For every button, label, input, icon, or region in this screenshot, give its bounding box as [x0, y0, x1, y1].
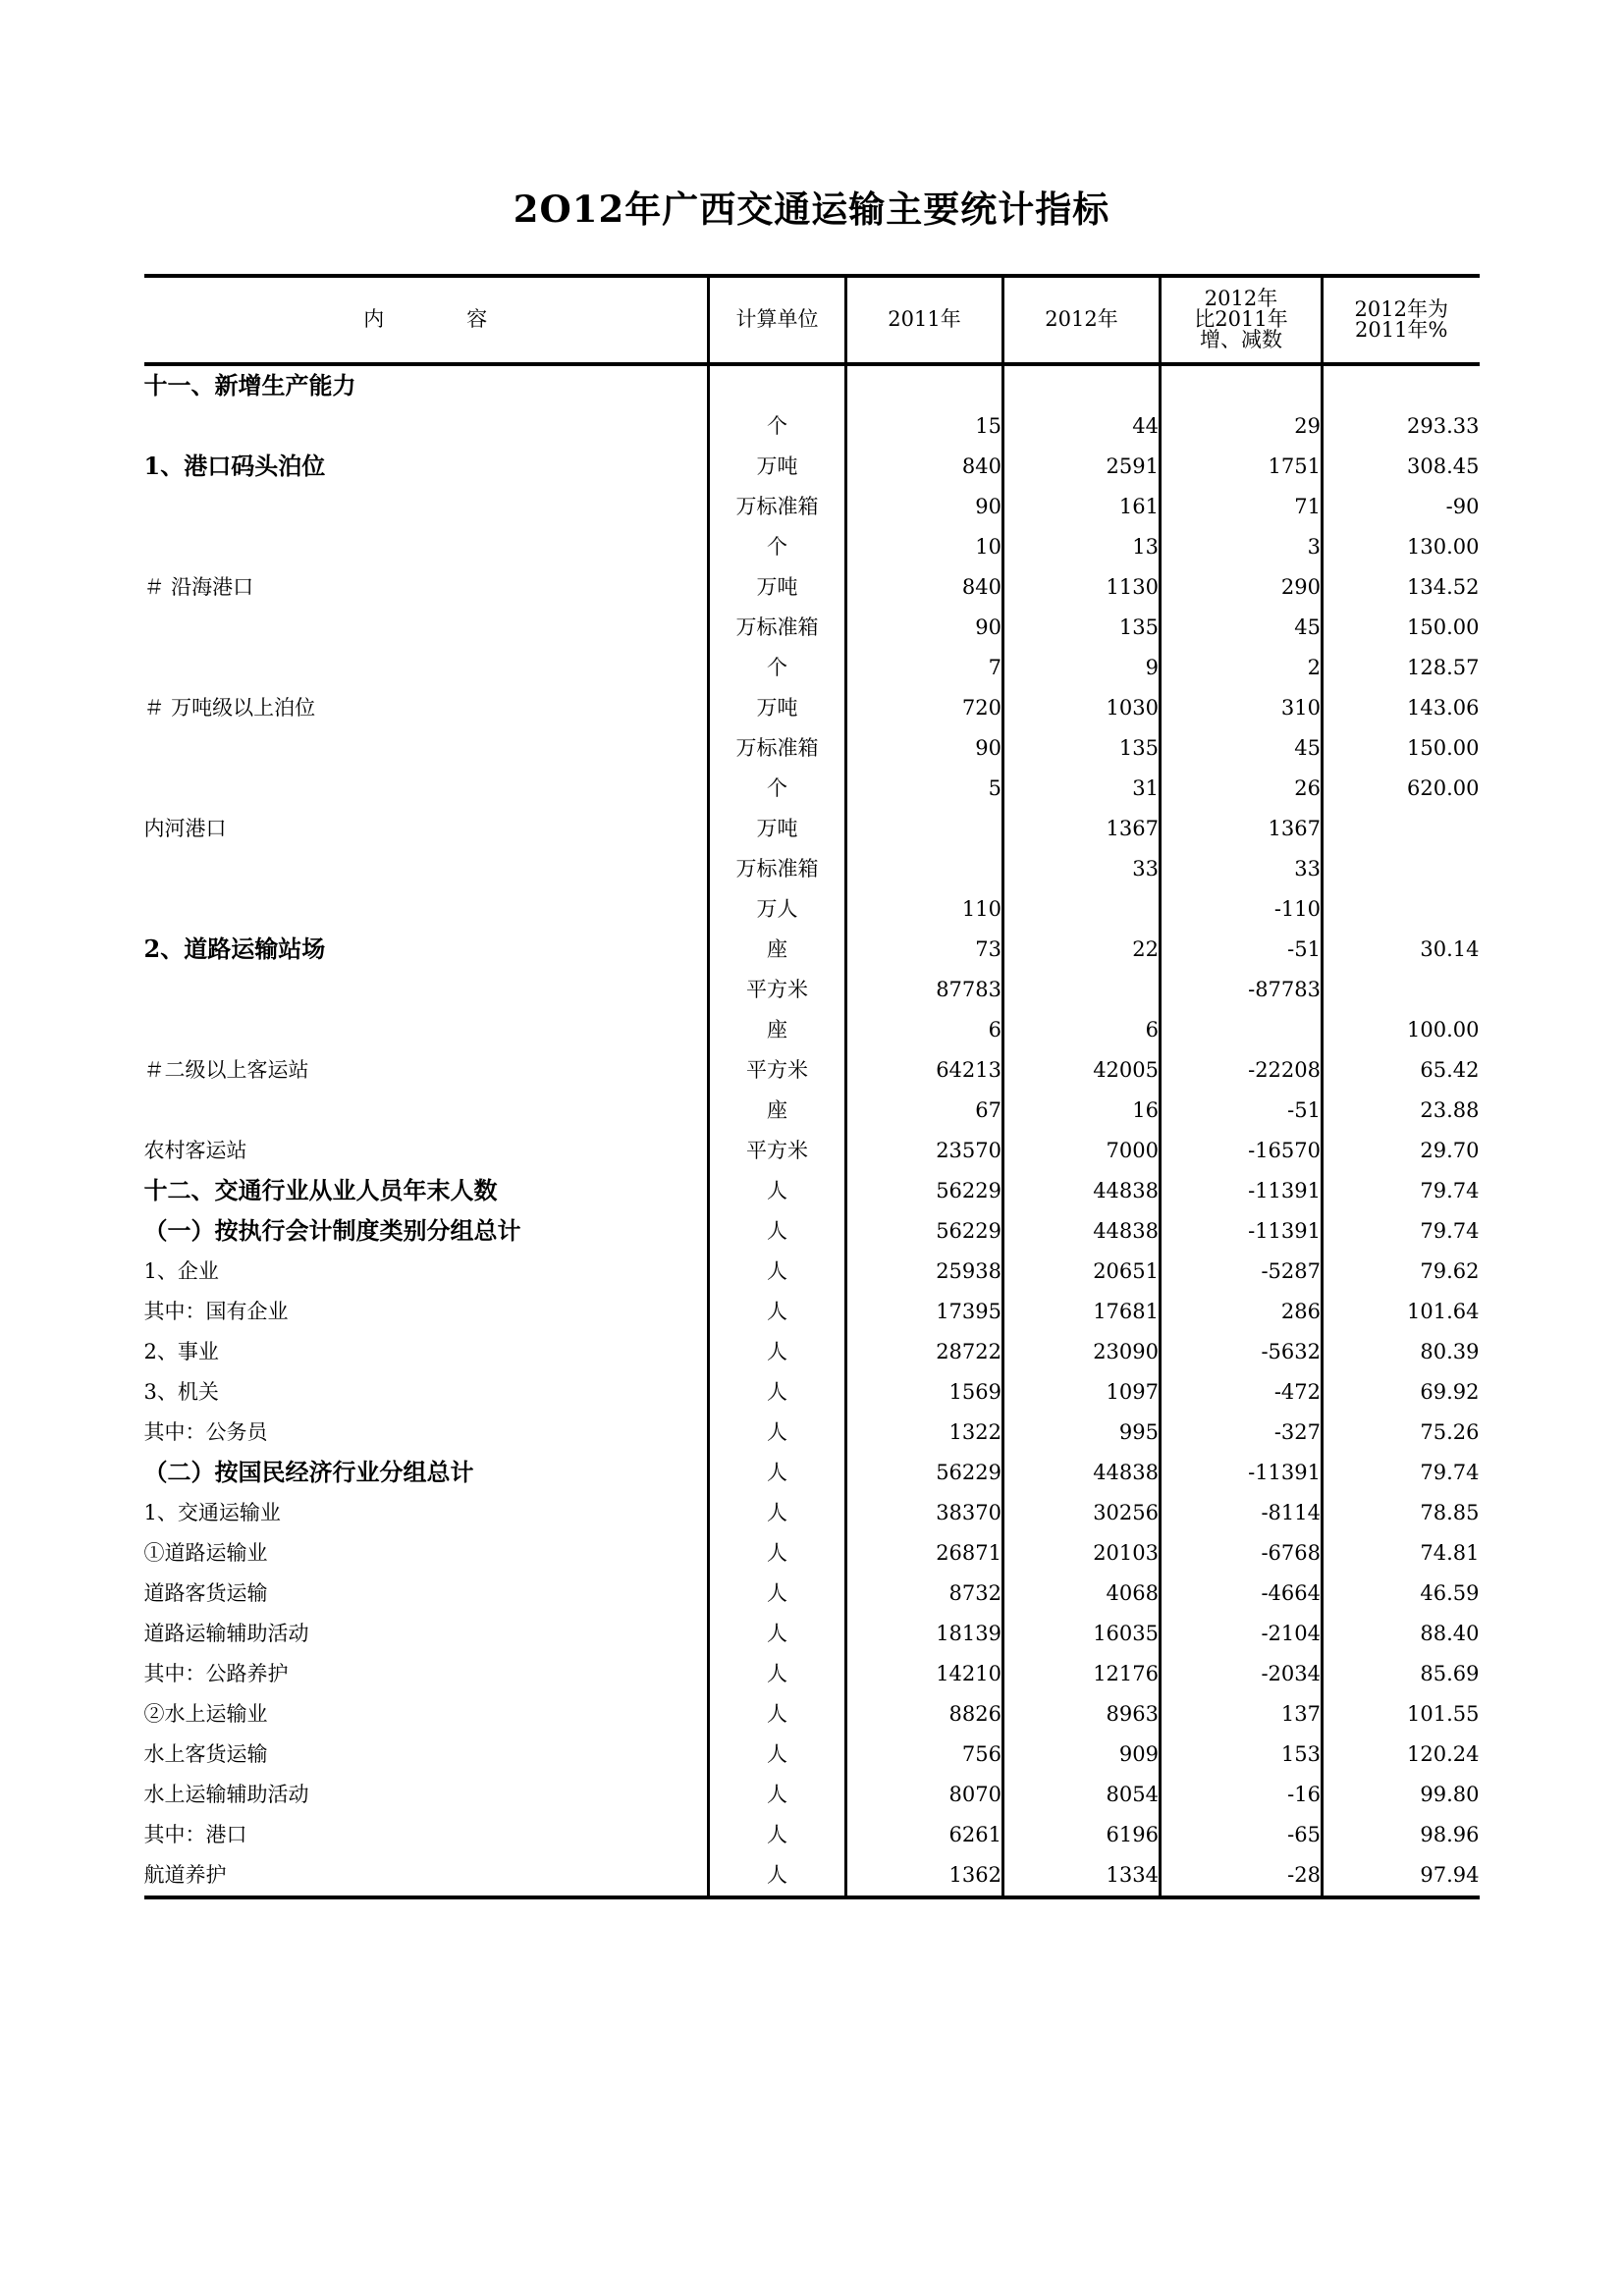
row-value-percent: 75.26: [1323, 1413, 1480, 1453]
row-value-2012: 31: [1003, 769, 1161, 809]
row-value-2011: 18139: [846, 1614, 1003, 1654]
row-label: 其中：公路养护: [143, 1661, 289, 1685]
table-row: [144, 1694, 1480, 1735]
table-row: [144, 1372, 1480, 1413]
table-header-row: [144, 276, 1480, 364]
table-row: [144, 1413, 1480, 1453]
row-label: 2、道路运输站场: [143, 934, 326, 964]
row-unit: 人: [709, 1292, 846, 1332]
header-unit: 计算单位: [709, 276, 846, 364]
row-value-2012: 20103: [1003, 1533, 1161, 1574]
row-value-2012: 995: [1003, 1413, 1161, 1453]
row-value-2012: 44838: [1003, 1211, 1161, 1252]
row-value-change: -110: [1161, 889, 1323, 930]
row-label: （二）按国民经济行业分组总计: [143, 1458, 474, 1487]
row-value-percent: 30.14: [1323, 930, 1480, 970]
table-row: [144, 1332, 1480, 1372]
row-value-2011: [846, 849, 1003, 889]
row-value-percent: -90: [1323, 487, 1480, 527]
table-row: [144, 889, 1480, 930]
row-value-change: -87783: [1161, 970, 1323, 1010]
row-label: 道路运输辅助活动: [143, 1621, 309, 1645]
row-value-2012: 22: [1003, 930, 1161, 970]
table-row: [144, 1855, 1480, 1897]
row-value-percent: 134.52: [1323, 567, 1480, 608]
table-row: [144, 406, 1480, 447]
row-unit: 万标准箱: [709, 608, 846, 648]
table-row: [144, 1775, 1480, 1815]
table-row: [144, 809, 1480, 849]
row-value-2011: 87783: [846, 970, 1003, 1010]
row-value-change: -472: [1161, 1372, 1323, 1413]
row-unit: 个: [709, 769, 846, 809]
row-value-change: [1161, 364, 1323, 406]
row-value-percent: 143.06: [1323, 688, 1480, 728]
row-value-2011: 1569: [846, 1372, 1003, 1413]
row-value-percent: 100.00: [1323, 1010, 1480, 1050]
row-value-2011: 8732: [846, 1574, 1003, 1614]
row-value-2012: 1097: [1003, 1372, 1161, 1413]
row-label: 2、事业: [143, 1339, 219, 1363]
row-value-change: 1367: [1161, 809, 1323, 849]
row-label: 航道养护: [143, 1862, 227, 1887]
header-percent-line1: 2012年为: [1354, 296, 1448, 321]
row-value-2012: 1030: [1003, 688, 1161, 728]
row-value-2012: 20651: [1003, 1252, 1161, 1292]
row-value-2012: 2591: [1003, 447, 1161, 487]
row-label: [144, 970, 709, 1010]
row-value-percent: 620.00: [1323, 769, 1480, 809]
row-value-2012: 44: [1003, 406, 1161, 447]
row-value-2012: 135: [1003, 728, 1161, 769]
row-unit: 座: [709, 930, 846, 970]
table-row: [144, 1131, 1480, 1171]
row-unit: 人: [709, 1493, 846, 1533]
row-value-2011: 90: [846, 487, 1003, 527]
row-value-percent: 120.24: [1323, 1735, 1480, 1775]
row-value-2011: 6261: [846, 1815, 1003, 1855]
row-unit: 人: [709, 1735, 846, 1775]
row-label: 其中：港口: [143, 1822, 247, 1846]
row-unit: 人: [709, 1533, 846, 1574]
row-value-percent: 74.81: [1323, 1533, 1480, 1574]
page-title: 2O12年广西交通运输主要统计指标: [513, 187, 1110, 231]
row-value-2012: 135: [1003, 608, 1161, 648]
table-row: [144, 1010, 1480, 1050]
row-value-2012: 1334: [1003, 1855, 1161, 1897]
row-value-percent: 308.45: [1323, 447, 1480, 487]
row-value-change: 26: [1161, 769, 1323, 809]
table-row: [144, 849, 1480, 889]
row-value-change: 2: [1161, 648, 1323, 688]
row-value-change: 137: [1161, 1694, 1323, 1735]
row-label: [144, 406, 709, 447]
table-row: [144, 1252, 1480, 1292]
header-year-2012: 2012年: [1003, 276, 1161, 364]
row-label: 农村客运站: [143, 1138, 247, 1162]
header-change-line3: 增、减数: [1200, 328, 1282, 352]
row-unit: 万吨: [709, 688, 846, 728]
row-value-percent: 46.59: [1323, 1574, 1480, 1614]
row-label: [144, 728, 709, 769]
row-value-change: 33: [1161, 849, 1323, 889]
row-unit: 个: [709, 527, 846, 567]
row-value-2012: 1130: [1003, 567, 1161, 608]
row-value-percent: 97.94: [1323, 1855, 1480, 1897]
row-value-2011: 10: [846, 527, 1003, 567]
row-value-2012: 7000: [1003, 1131, 1161, 1171]
row-unit: 人: [709, 1855, 846, 1897]
row-value-2011: 840: [846, 567, 1003, 608]
row-value-2012: 44838: [1003, 1453, 1161, 1493]
row-unit: 座: [709, 1010, 846, 1050]
table-row: [144, 728, 1480, 769]
table-row: [144, 567, 1480, 608]
row-value-change: -65: [1161, 1815, 1323, 1855]
row-label: 十二、交通行业从业人员年末人数: [143, 1176, 498, 1205]
row-label: ＃二级以上客运站: [143, 1057, 309, 1082]
row-unit: 人: [709, 1332, 846, 1372]
row-value-2011: 840: [846, 447, 1003, 487]
row-value-percent: 79.74: [1323, 1211, 1480, 1252]
row-value-change: -16570: [1161, 1131, 1323, 1171]
row-label: [144, 889, 709, 930]
row-value-2012: 13: [1003, 527, 1161, 567]
row-unit: 平方米: [709, 1131, 846, 1171]
row-value-2011: 1322: [846, 1413, 1003, 1453]
table-row: [144, 1815, 1480, 1855]
row-value-2012: 42005: [1003, 1050, 1161, 1091]
table-row: [144, 930, 1480, 970]
row-value-percent: 85.69: [1323, 1654, 1480, 1694]
row-unit: 人: [709, 1171, 846, 1211]
row-value-change: 45: [1161, 728, 1323, 769]
row-value-2011: 15: [846, 406, 1003, 447]
row-unit: 万人: [709, 889, 846, 930]
row-value-percent: [1323, 809, 1480, 849]
row-unit: 人: [709, 1574, 846, 1614]
row-label: 道路客货运输: [143, 1580, 268, 1605]
row-value-change: 290: [1161, 567, 1323, 608]
table-row: [144, 447, 1480, 487]
table-row: [144, 364, 1480, 406]
row-value-change: -51: [1161, 1091, 1323, 1131]
row-unit: 平方米: [709, 1050, 846, 1091]
row-label: [144, 648, 709, 688]
row-value-2012: 6196: [1003, 1815, 1161, 1855]
header-change-line1: 2012年: [1204, 287, 1278, 311]
table-row: [144, 1654, 1480, 1694]
row-unit: 人: [709, 1372, 846, 1413]
table-row: [144, 1211, 1480, 1252]
row-value-percent: 98.96: [1323, 1815, 1480, 1855]
row-value-change: -2104: [1161, 1614, 1323, 1654]
table-row: [144, 1735, 1480, 1775]
row-value-change: -5632: [1161, 1332, 1323, 1372]
row-value-percent: 79.74: [1323, 1453, 1480, 1493]
row-value-change: 29: [1161, 406, 1323, 447]
row-unit: 人: [709, 1815, 846, 1855]
row-label: ②水上运输业: [143, 1701, 268, 1726]
row-value-2012: 8054: [1003, 1775, 1161, 1815]
header-change: [1161, 276, 1323, 364]
header-change-line2: 比2011年: [1194, 307, 1288, 332]
row-unit: 人: [709, 1614, 846, 1654]
row-value-2012: [1003, 970, 1161, 1010]
row-value-change: -4664: [1161, 1574, 1323, 1614]
row-value-2011: 26871: [846, 1533, 1003, 1574]
row-unit: 人: [709, 1654, 846, 1694]
row-value-2011: 110: [846, 889, 1003, 930]
row-value-2012: 8963: [1003, 1694, 1161, 1735]
row-value-2012: 23090: [1003, 1332, 1161, 1372]
row-value-change: [1161, 1010, 1323, 1050]
row-label: 水上客货运输: [143, 1741, 268, 1766]
row-value-2011: 67: [846, 1091, 1003, 1131]
row-label: （一）按执行会计制度类别分组总计: [143, 1216, 521, 1246]
row-value-percent: 101.55: [1323, 1694, 1480, 1735]
row-value-change: 71: [1161, 487, 1323, 527]
row-label: [144, 849, 709, 889]
row-value-2012: 33: [1003, 849, 1161, 889]
row-value-percent: 99.80: [1323, 1775, 1480, 1815]
row-value-change: 310: [1161, 688, 1323, 728]
row-value-percent: 78.85: [1323, 1493, 1480, 1533]
row-unit: 万吨: [709, 447, 846, 487]
row-value-change: -11391: [1161, 1171, 1323, 1211]
row-value-2011: [846, 364, 1003, 406]
row-unit: 万标准箱: [709, 487, 846, 527]
row-value-2012: [1003, 889, 1161, 930]
row-value-percent: [1323, 970, 1480, 1010]
row-label: ＃ 沿海港口: [143, 574, 254, 599]
row-value-2012: 16035: [1003, 1614, 1161, 1654]
table-row: [144, 1050, 1480, 1091]
row-label: [144, 1010, 709, 1050]
row-label: 内河港口: [143, 816, 227, 840]
table-row: [144, 648, 1480, 688]
statistics-table-container: [144, 230, 1480, 1899]
row-label: [144, 527, 709, 567]
header-percent-line2: 2011年%: [1355, 317, 1448, 342]
row-value-percent: 293.33: [1323, 406, 1480, 447]
row-label: 十一、新增生产能力: [143, 371, 356, 400]
row-value-2011: 1362: [846, 1855, 1003, 1897]
table-row: [144, 527, 1480, 567]
row-value-change: -28: [1161, 1855, 1323, 1897]
table-row: [144, 1292, 1480, 1332]
header-content: 内 容: [363, 307, 502, 332]
row-value-2012: 1367: [1003, 809, 1161, 849]
row-value-2011: 23570: [846, 1131, 1003, 1171]
row-label: [144, 608, 709, 648]
row-unit: 人: [709, 1453, 846, 1493]
table-row: [144, 608, 1480, 648]
row-value-2012: 44838: [1003, 1171, 1161, 1211]
row-value-2011: 756: [846, 1735, 1003, 1775]
table-row: [144, 769, 1480, 809]
row-value-2011: 90: [846, 728, 1003, 769]
row-value-2011: 8070: [846, 1775, 1003, 1815]
row-label: ＃ 万吨级以上泊位: [143, 695, 316, 720]
table-row: [144, 1493, 1480, 1533]
row-value-change: -327: [1161, 1413, 1323, 1453]
row-value-2011: 56229: [846, 1211, 1003, 1252]
row-label: [144, 769, 709, 809]
statistics-table: [144, 274, 1480, 1899]
row-value-percent: [1323, 364, 1480, 406]
row-unit: 万吨: [709, 809, 846, 849]
row-value-2012: 17681: [1003, 1292, 1161, 1332]
row-value-percent: 23.88: [1323, 1091, 1480, 1131]
row-label: 其中：国有企业: [143, 1299, 289, 1323]
row-value-percent: 88.40: [1323, 1614, 1480, 1654]
table-row: [144, 1091, 1480, 1131]
row-label: 3、机关: [143, 1379, 219, 1404]
row-value-change: -6768: [1161, 1533, 1323, 1574]
row-value-percent: 150.00: [1323, 608, 1480, 648]
row-value-change: -16: [1161, 1775, 1323, 1815]
row-value-2011: 28722: [846, 1332, 1003, 1372]
row-value-2012: 4068: [1003, 1574, 1161, 1614]
row-label: 1、港口码头泊位: [143, 452, 326, 481]
row-value-percent: 79.74: [1323, 1171, 1480, 1211]
row-value-change: -11391: [1161, 1211, 1323, 1252]
row-value-percent: 80.39: [1323, 1332, 1480, 1372]
row-unit: 人: [709, 1252, 846, 1292]
row-unit: 万标准箱: [709, 728, 846, 769]
table-header: [144, 276, 1480, 364]
row-value-percent: 130.00: [1323, 527, 1480, 567]
row-unit: 万吨: [709, 567, 846, 608]
row-label: 1、企业: [143, 1258, 219, 1283]
table-row: [144, 970, 1480, 1010]
table-row: [144, 1533, 1480, 1574]
row-value-change: -2034: [1161, 1654, 1323, 1694]
row-value-change: 1751: [1161, 447, 1323, 487]
row-label: ①道路运输业: [143, 1540, 268, 1565]
row-label: 水上运输辅助活动: [143, 1782, 309, 1806]
row-value-2012: 12176: [1003, 1654, 1161, 1694]
row-value-2011: 8826: [846, 1694, 1003, 1735]
row-unit: 人: [709, 1211, 846, 1252]
row-unit: 平方米: [709, 970, 846, 1010]
row-value-change: -22208: [1161, 1050, 1323, 1091]
table-body: [144, 364, 1480, 1897]
row-unit: 座: [709, 1091, 846, 1131]
row-label: [144, 487, 709, 527]
row-value-change: -5287: [1161, 1252, 1323, 1292]
row-value-percent: [1323, 889, 1480, 930]
row-value-2011: 720: [846, 688, 1003, 728]
row-value-percent: 29.70: [1323, 1131, 1480, 1171]
row-value-2012: 6: [1003, 1010, 1161, 1050]
row-unit: 人: [709, 1694, 846, 1735]
row-value-2011: 17395: [846, 1292, 1003, 1332]
row-unit: 万标准箱: [709, 849, 846, 889]
row-value-percent: 65.42: [1323, 1050, 1480, 1091]
row-value-2011: 6: [846, 1010, 1003, 1050]
row-value-2012: 16: [1003, 1091, 1161, 1131]
row-value-percent: 69.92: [1323, 1372, 1480, 1413]
row-value-change: -51: [1161, 930, 1323, 970]
row-value-2012: [1003, 364, 1161, 406]
row-value-2011: 25938: [846, 1252, 1003, 1292]
row-value-change: 3: [1161, 527, 1323, 567]
row-value-2012: 909: [1003, 1735, 1161, 1775]
row-value-2011: 73: [846, 930, 1003, 970]
row-value-2011: 5: [846, 769, 1003, 809]
table-row: [144, 1453, 1480, 1493]
row-value-2012: 30256: [1003, 1493, 1161, 1533]
row-value-change: -8114: [1161, 1493, 1323, 1533]
row-value-2011: 56229: [846, 1171, 1003, 1211]
row-value-change: -11391: [1161, 1453, 1323, 1493]
row-label: 1、交通运输业: [143, 1500, 281, 1524]
row-value-percent: 101.64: [1323, 1292, 1480, 1332]
row-value-2012: 9: [1003, 648, 1161, 688]
header-percent: [1323, 276, 1480, 364]
row-value-percent: 150.00: [1323, 728, 1480, 769]
row-value-2011: 64213: [846, 1050, 1003, 1091]
row-value-percent: [1323, 849, 1480, 889]
row-unit: 人: [709, 1775, 846, 1815]
row-value-change: 286: [1161, 1292, 1323, 1332]
row-unit: 个: [709, 648, 846, 688]
row-value-percent: 128.57: [1323, 648, 1480, 688]
row-value-2011: 90: [846, 608, 1003, 648]
row-unit: 个: [709, 406, 846, 447]
row-value-change: 45: [1161, 608, 1323, 648]
row-label: [144, 1091, 709, 1131]
row-unit: [709, 364, 846, 406]
row-unit: 人: [709, 1413, 846, 1453]
row-value-2011: 38370: [846, 1493, 1003, 1533]
row-label: 其中：公务员: [143, 1419, 268, 1444]
table-row: [144, 1614, 1480, 1654]
row-value-2011: 56229: [846, 1453, 1003, 1493]
header-year-2011: 2011年: [846, 276, 1003, 364]
table-row: [144, 1574, 1480, 1614]
row-value-2011: [846, 809, 1003, 849]
table-row: [144, 487, 1480, 527]
table-row: [144, 688, 1480, 728]
row-value-percent: 79.62: [1323, 1252, 1480, 1292]
table-row: [144, 1171, 1480, 1211]
row-value-change: 153: [1161, 1735, 1323, 1775]
row-value-2011: 14210: [846, 1654, 1003, 1694]
row-value-2012: 161: [1003, 487, 1161, 527]
row-value-2011: 7: [846, 648, 1003, 688]
